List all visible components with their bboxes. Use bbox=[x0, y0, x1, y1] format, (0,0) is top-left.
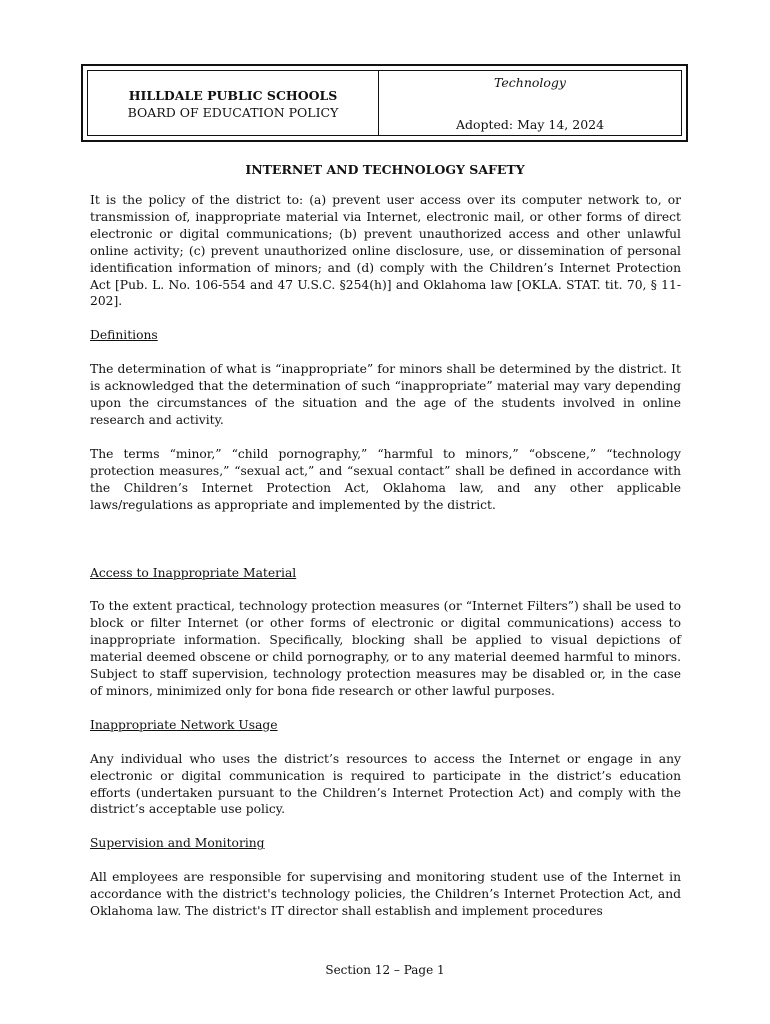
policy-header-inner bbox=[87, 70, 682, 136]
document-body bbox=[90, 192, 681, 920]
header-left-cell bbox=[88, 71, 379, 135]
supervision-paragraph: All employees are responsible for supervising and monitoring student use of the Internet in accordance with the district's technology policies, the Children’s Internet Protection Act, and Oklahoma law. The district's IT director shall establish and implement procedures bbox=[90, 870, 681, 919]
page-footer: Section 12 – Page 1 bbox=[325, 963, 445, 977]
definitions-paragraph-2: The terms “minor,” “child pornography,” “harmful to minors,” “obscene,” “technology protection measures,” “sexual act,” and “sexual contact” shall be defined in accordance with the Children’s Internet Protection Act, Oklahoma law, and any other applicable laws/regulations as appropriate and implemented by the district. bbox=[90, 446, 681, 512]
definitions-heading: Definitions bbox=[90, 328, 158, 343]
access-heading: Access to Inappropriate Material bbox=[90, 565, 297, 580]
policy-header-box bbox=[81, 64, 688, 142]
document-title: INTERNET AND TECHNOLOGY SAFETY bbox=[245, 162, 525, 177]
adopted-date: Adopted: May 14, 2024 bbox=[455, 117, 605, 132]
supervision-heading: Supervision and Monitoring bbox=[90, 836, 265, 851]
access-paragraph: To the extent practical, technology protection measures (or “Internet Filters”) shall be used to block or filter Internet (or other forms of electronic or digital communications) access to inappropriate information. Specifically, blocking shall be applied to visual depictions of material deemed obscene or child pornography, or to any material deemed harmful to minors. Subject to staff supervision, technology protection measures may be disabled or, in the case of minors, minimized only for bona fide research or other lawful purposes. bbox=[90, 599, 681, 698]
definitions-paragraph-1: The determination of what is “inappropriate” for minors shall be determined by the district. It is acknowledged that the determination of such “inappropriate” material may vary depending upon the circumstances of the situation and the age of the students involved in online research and activity. bbox=[90, 362, 681, 427]
policy-category: Technology bbox=[494, 75, 566, 90]
usage-heading: Inappropriate Network Usage bbox=[90, 717, 278, 732]
header-right-cell bbox=[379, 71, 681, 135]
school-name: HILLDALE PUBLIC SCHOOLS bbox=[128, 88, 338, 103]
usage-paragraph: Any individual who uses the district’s resources to access the Internet or engage in any electronic or digital communication is required to participate in the district’s education efforts (undertaken pursuant to the Children’s Internet Protection Act) and comply with the district’s acceptable use policy. bbox=[90, 751, 681, 817]
intro-paragraph: It is the policy of the district to: (a) prevent user access over its computer network to, or transmission of, inappropriate material via Internet, electronic mail, or other forms of direct electronic or digital communications; (b) prevent unauthorized access and other unlawful online activity; (c) prevent unauthorized online disclosure, use, or dissemination of personal identification information of minors; and (d) comply with the Children’s Internet Protection Act [Pub. L. No. 106-554 and 47 U.S.C. §254(h)] and Oklahoma law [OKLA. STAT. tit. 70, § 11-202]. bbox=[90, 193, 681, 309]
board-policy-label: BOARD OF EDUCATION POLICY bbox=[127, 105, 339, 120]
